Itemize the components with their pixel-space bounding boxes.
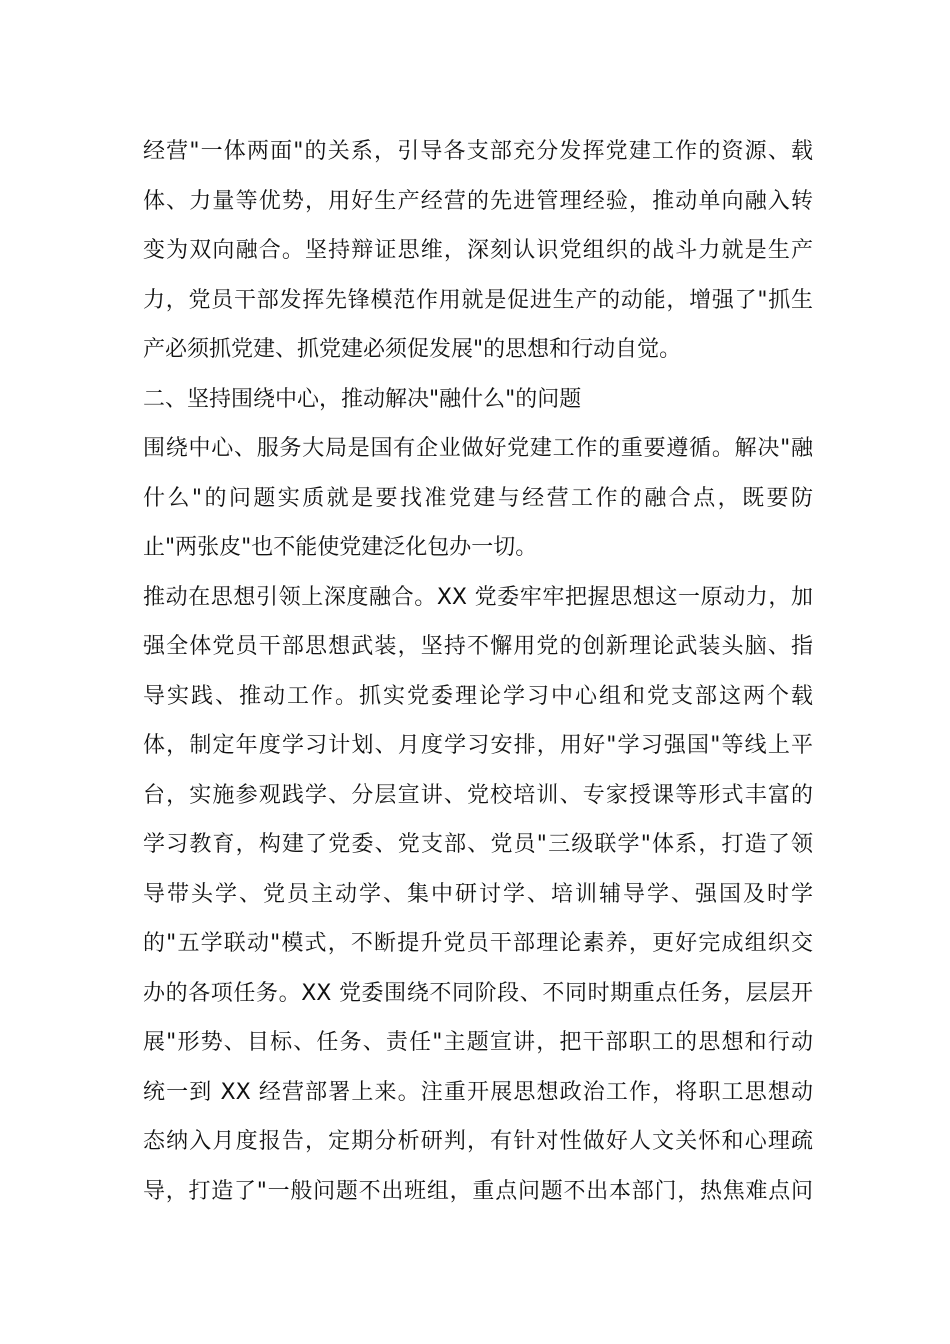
text-line: 什么"的问题实质就是要找准党建与经营工作的融合点，既要防	[143, 485, 813, 511]
text-line: 导，打造了"一般问题不出班组，重点问题不出本部门，热焦难点问	[143, 1178, 813, 1204]
text-line: 统一到 XX 经营部署上来。注重开展思想政治工作，将职工思想动	[143, 1079, 813, 1105]
text-line: 强全体党员干部思想武装，坚持不懈用党的创新理论武装头脑、指	[143, 634, 813, 659]
text-line: 经营"一体两面"的关系，引导各支部充分发挥党建工作的资源、载	[143, 139, 813, 164]
text-line: 推动在思想引领上深度融合。XX 党委牢牢把握思想这一原动力，加	[143, 584, 813, 610]
text-line: 产必须抓党建、抓党建必须促发展"的思想和行动自觉。	[143, 337, 682, 362]
text-line: 导实践、推动工作。抓实党委理论学习中心组和党支部这两个载	[143, 683, 813, 709]
text-line: 导带头学、党员主动学、集中研讨学、培训辅导学、强国及时学	[143, 881, 813, 907]
text-line: 力，党员干部发挥先锋模范作用就是促进生产的动能，增强了"抓生	[143, 287, 813, 313]
text-line: 体，制定年度学习计划、月度学习安排，用好"学习强国"等线上平	[143, 733, 813, 758]
text-line: 展"形势、目标、任务、责任"主题宣讲，把干部职工的思想和行动	[143, 1030, 813, 1055]
text-line: 体、力量等优势，用好生产经营的先进管理经验，推动单向融入转	[143, 188, 813, 214]
text-line: 的"五学联动"模式，不断提升党员干部理论素养，更好完成组织交	[143, 931, 813, 956]
section-heading: 二、坚持围绕中心，推动解决"融什么"的问题	[143, 386, 582, 412]
document-body	[143, 127, 813, 1216]
text-line: 围绕中心、服务大局是国有企业做好党建工作的重要遵循。解决"融	[143, 436, 813, 461]
text-line: 学习教育，构建了党委、党支部、党员"三级联学"体系，打造了领	[143, 832, 813, 857]
text-line: 态纳入月度报告，定期分析研判，有针对性做好人文关怀和心理疏	[143, 1129, 813, 1154]
text-line: 变为双向融合。坚持辩证思维，深刻认识党组织的战斗力就是生产	[143, 238, 813, 263]
text-line: 止"两张皮"也不能使党建泛化包办一切。	[143, 535, 538, 560]
text-line: 台，实施参观践学、分层宣讲、党校培训、专家授课等形式丰富的	[143, 782, 813, 808]
text-line: 办的各项任务。XX 党委围绕不同阶段、不同时期重点任务，层层开	[143, 980, 813, 1006]
